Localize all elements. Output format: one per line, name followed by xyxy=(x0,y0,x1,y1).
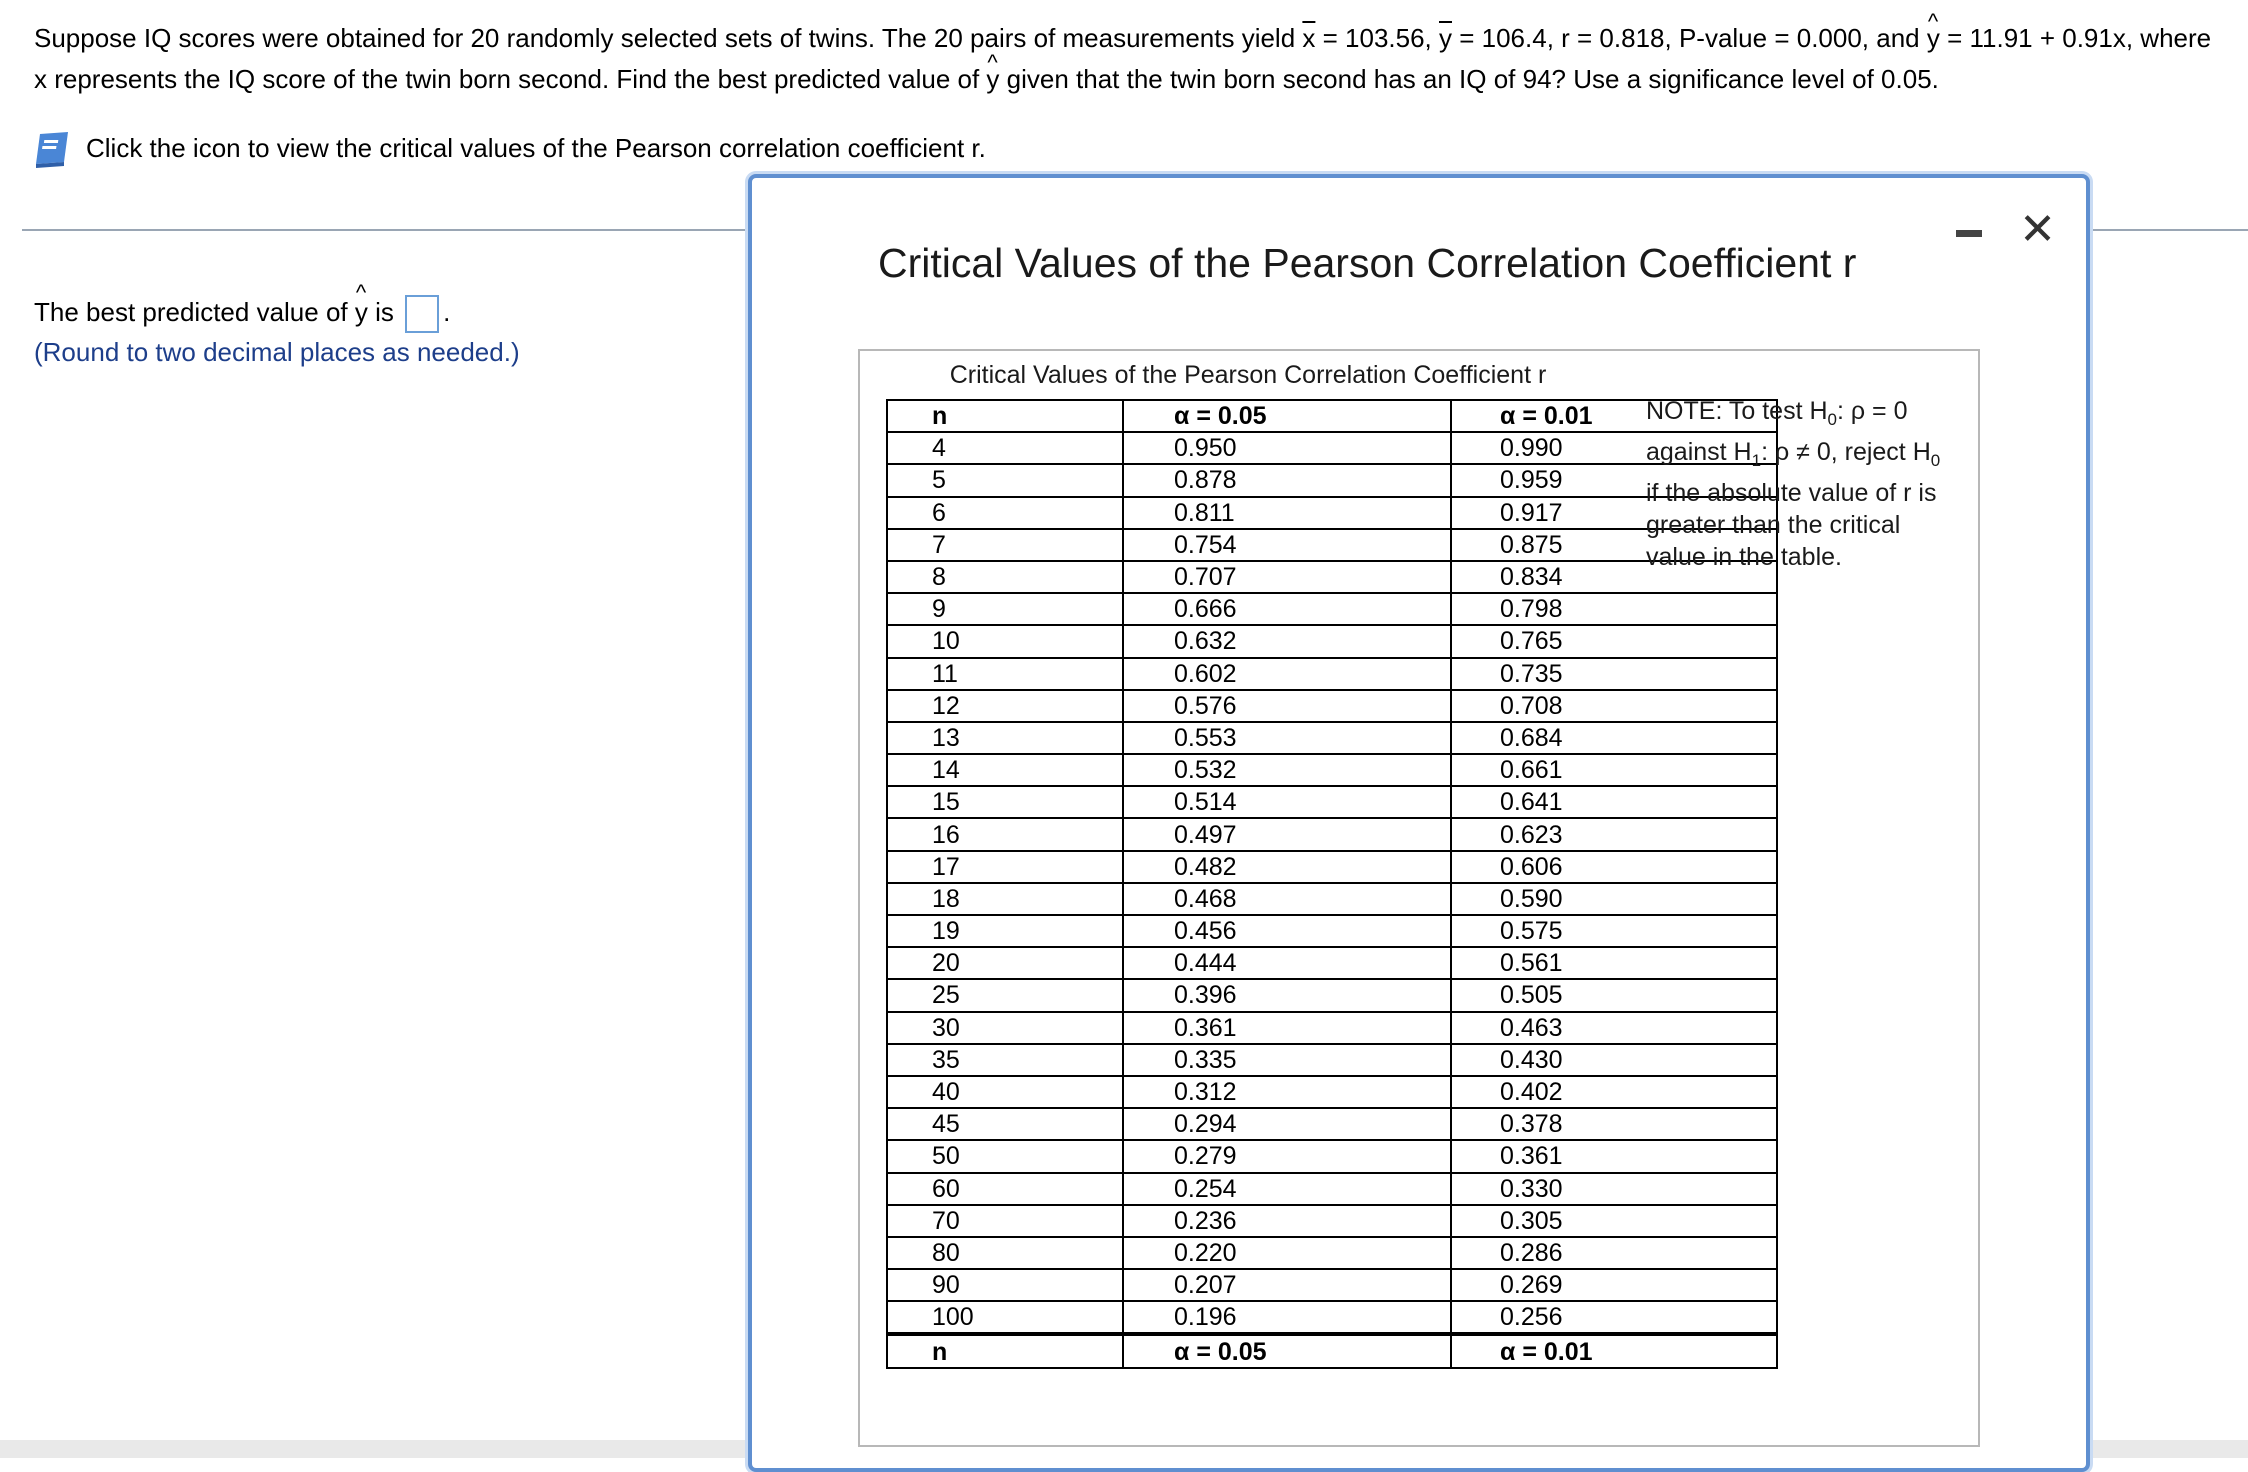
alpha-01-cell: 0.798 xyxy=(1451,593,1777,625)
note-text: : ρ = 0 xyxy=(1837,397,1908,425)
alpha-05-cell: 0.707 xyxy=(1123,561,1451,593)
n-cell: 80 xyxy=(887,1237,1123,1269)
alpha-01-cell: 0.286 xyxy=(1451,1237,1777,1269)
alpha-01-cell: 0.463 xyxy=(1451,1012,1777,1044)
alpha-05-cell: 0.444 xyxy=(1123,947,1451,979)
table-row xyxy=(887,658,1777,690)
note-text: against H xyxy=(1646,438,1752,466)
note-line-5: value in the table. xyxy=(1646,543,1842,571)
alpha-01-cell: 0.623 xyxy=(1451,818,1777,850)
table-row xyxy=(887,529,1777,561)
answer-line xyxy=(34,295,450,333)
table-caption: Critical Values of the Pearson Correlation Coefficient r xyxy=(949,361,1547,389)
alpha-01-cell: 0.590 xyxy=(1451,883,1777,915)
n-cell: 5 xyxy=(887,464,1123,496)
alpha-05-cell: 0.312 xyxy=(1123,1076,1451,1108)
alpha-01-cell: 0.402 xyxy=(1451,1076,1777,1108)
note-text: NOTE: To test H xyxy=(1646,397,1828,425)
minimize-button[interactable] xyxy=(1956,230,1982,237)
n-cell: 19 xyxy=(887,915,1123,947)
table-row xyxy=(887,818,1777,850)
alpha-01-cell: 0.256 xyxy=(1451,1301,1777,1334)
n-cell: 7 xyxy=(887,529,1123,561)
alpha-01-cell: 0.269 xyxy=(1451,1269,1777,1301)
alpha-05-cell: 0.207 xyxy=(1123,1269,1451,1301)
x-bar-symbol: $\overline{x}$ xyxy=(1302,23,1316,53)
n-cell: 8 xyxy=(887,561,1123,593)
table-row xyxy=(887,851,1777,883)
table-row xyxy=(887,1237,1777,1269)
table-row xyxy=(887,690,1777,722)
n-cell: 18 xyxy=(887,883,1123,915)
y-bar-value: = 106.4, r = 0.818, P-value = 0.000, and xyxy=(1452,23,1927,53)
n-cell: 6 xyxy=(887,497,1123,529)
alpha-05-cell: 0.279 xyxy=(1123,1140,1451,1172)
alpha-01-cell: 0.430 xyxy=(1451,1044,1777,1076)
alpha-01-cell: 0.990 xyxy=(1451,432,1777,464)
table-footer-row xyxy=(887,1334,1777,1367)
x-bar-value: = 103.56, xyxy=(1315,23,1439,53)
header-alpha-01: α = 0.01 xyxy=(1451,400,1777,432)
note-line-4: greater than the critical xyxy=(1646,511,1901,539)
alpha-05-cell: 0.482 xyxy=(1123,851,1451,883)
alpha-05-cell: 0.468 xyxy=(1123,883,1451,915)
n-cell: 50 xyxy=(887,1140,1123,1172)
table-row xyxy=(887,1269,1777,1301)
close-icon[interactable]: ✕ xyxy=(2019,205,2056,254)
alpha-01-cell: 0.561 xyxy=(1451,947,1777,979)
table-row xyxy=(887,464,1777,496)
critical-values-table xyxy=(886,399,1778,1369)
table-body xyxy=(887,432,1777,1334)
n-cell: 17 xyxy=(887,851,1123,883)
header-alpha-05: α = 0.05 xyxy=(1123,400,1451,432)
regression-equation: = 11.91 + 0.91x, where x represents the IQ score of the twin born second. Find the best predicted value of xyxy=(34,23,2212,94)
footer-alpha-05: α = 0.05 xyxy=(1123,1334,1451,1367)
alpha-05-cell: 0.396 xyxy=(1123,979,1451,1011)
book-icon[interactable] xyxy=(34,128,74,168)
note-line-3: if the absolute value of r is xyxy=(1646,479,1937,507)
table-row xyxy=(887,1108,1777,1140)
table-frame xyxy=(858,349,1980,1447)
alpha-01-cell: 0.959 xyxy=(1451,464,1777,496)
table-row xyxy=(887,561,1777,593)
alpha-05-cell: 0.335 xyxy=(1123,1044,1451,1076)
alpha-05-cell: 0.220 xyxy=(1123,1237,1451,1269)
table-row xyxy=(887,497,1777,529)
table-note xyxy=(1646,395,1966,573)
close-button[interactable] xyxy=(2019,205,2056,254)
note-sub: 1 xyxy=(1751,451,1762,470)
alpha-05-cell: 0.950 xyxy=(1123,432,1451,464)
alpha-01-cell: 0.330 xyxy=(1451,1173,1777,1205)
table-row xyxy=(887,625,1777,657)
alpha-05-cell: 0.754 xyxy=(1123,529,1451,561)
n-cell: 15 xyxy=(887,786,1123,818)
alpha-01-cell: 0.765 xyxy=(1451,625,1777,657)
alpha-01-cell: 0.361 xyxy=(1451,1140,1777,1172)
alpha-01-cell: 0.641 xyxy=(1451,786,1777,818)
problem-statement xyxy=(34,18,2224,100)
popup-title: Critical Values of the Pearson Correlation Coefficient r xyxy=(878,240,1857,286)
alpha-01-cell: 0.684 xyxy=(1451,722,1777,754)
problem-text-end: given that the twin born second has an IQ of 94? Use a significance level of 0.05. xyxy=(999,64,1939,94)
n-cell: 13 xyxy=(887,722,1123,754)
alpha-05-cell: 0.532 xyxy=(1123,754,1451,786)
table-row xyxy=(887,432,1777,464)
alpha-01-cell: 0.606 xyxy=(1451,851,1777,883)
y-hat-symbol-2: ^ y xyxy=(986,59,999,100)
header-n: n xyxy=(887,400,1123,432)
table-row xyxy=(887,786,1777,818)
n-cell: 90 xyxy=(887,1269,1123,1301)
alpha-01-cell: 0.575 xyxy=(1451,915,1777,947)
alpha-01-cell: 0.834 xyxy=(1451,561,1777,593)
y-bar-symbol: $\overline{y}$ xyxy=(1439,23,1452,53)
y-hat-symbol-answer: ^ y xyxy=(355,297,368,328)
alpha-01-cell: 0.917 xyxy=(1451,497,1777,529)
table-row xyxy=(887,1173,1777,1205)
problem-text: Suppose IQ scores were obtained for 20 randomly selected sets of twins. The 20 pairs of measurements yield xyxy=(34,23,1303,53)
table-header-row xyxy=(887,400,1777,432)
alpha-01-cell: 0.661 xyxy=(1451,754,1777,786)
critical-values-link-row xyxy=(34,128,986,168)
n-cell: 4 xyxy=(887,432,1123,464)
answer-prefix: The best predicted value of xyxy=(34,296,355,327)
n-cell: 30 xyxy=(887,1012,1123,1044)
n-cell: 35 xyxy=(887,1044,1123,1076)
rounding-note: (Round to two decimal places as needed.) xyxy=(34,337,520,367)
alpha-05-cell: 0.497 xyxy=(1123,818,1451,850)
alpha-05-cell: 0.456 xyxy=(1123,915,1451,947)
alpha-05-cell: 0.666 xyxy=(1123,593,1451,625)
n-cell: 20 xyxy=(887,947,1123,979)
alpha-05-cell: 0.576 xyxy=(1123,690,1451,722)
critical-values-link-text[interactable]: Click the icon to view the critical values of the Pearson correlation coefficient r. xyxy=(86,132,986,163)
note-line-1 xyxy=(1646,395,1966,436)
table-row xyxy=(887,947,1777,979)
answer-is: is xyxy=(367,296,394,327)
alpha-05-cell: 0.553 xyxy=(1123,722,1451,754)
n-cell: 9 xyxy=(887,593,1123,625)
footer-alpha-01: α = 0.01 xyxy=(1451,1334,1777,1367)
note-text: : ρ ≠ 0, reject H xyxy=(1761,438,1931,466)
alpha-05-cell: 0.632 xyxy=(1123,625,1451,657)
n-cell: 16 xyxy=(887,818,1123,850)
table-row xyxy=(887,915,1777,947)
alpha-05-cell: 0.236 xyxy=(1123,1205,1451,1237)
table-row xyxy=(887,722,1777,754)
table-row xyxy=(887,1301,1777,1334)
alpha-05-cell: 0.602 xyxy=(1123,658,1451,690)
n-cell: 45 xyxy=(887,1108,1123,1140)
note-line-2 xyxy=(1646,436,1966,477)
alpha-01-cell: 0.378 xyxy=(1451,1108,1777,1140)
n-cell: 40 xyxy=(887,1076,1123,1108)
n-cell: 25 xyxy=(887,979,1123,1011)
n-cell: 100 xyxy=(887,1301,1123,1334)
answer-input[interactable] xyxy=(405,295,439,333)
critical-values-popup xyxy=(748,174,2090,1472)
alpha-05-cell: 0.196 xyxy=(1123,1301,1451,1334)
y-hat-symbol: ^ y xyxy=(1927,18,1940,59)
alpha-05-cell: 0.878 xyxy=(1123,464,1451,496)
table-row xyxy=(887,979,1777,1011)
alpha-01-cell: 0.505 xyxy=(1451,979,1777,1011)
alpha-01-cell: 0.708 xyxy=(1451,690,1777,722)
alpha-05-cell: 0.514 xyxy=(1123,786,1451,818)
table-row xyxy=(887,883,1777,915)
table-row xyxy=(887,1012,1777,1044)
answer-period: . xyxy=(443,296,451,327)
n-cell: 60 xyxy=(887,1173,1123,1205)
table-row xyxy=(887,1205,1777,1237)
alpha-05-cell: 0.294 xyxy=(1123,1108,1451,1140)
n-cell: 12 xyxy=(887,690,1123,722)
note-sub: 0 xyxy=(1827,410,1837,429)
table-row xyxy=(887,593,1777,625)
table-row xyxy=(887,1140,1777,1172)
alpha-01-cell: 0.875 xyxy=(1451,529,1777,561)
alpha-01-cell: 0.305 xyxy=(1451,1205,1777,1237)
table-row xyxy=(887,1044,1777,1076)
table-row xyxy=(887,1076,1777,1108)
n-cell: 10 xyxy=(887,625,1123,657)
alpha-05-cell: 0.361 xyxy=(1123,1012,1451,1044)
alpha-01-cell: 0.735 xyxy=(1451,658,1777,690)
n-cell: 14 xyxy=(887,754,1123,786)
footer-n: n xyxy=(887,1334,1123,1367)
alpha-05-cell: 0.811 xyxy=(1123,497,1451,529)
note-sub: 0 xyxy=(1930,451,1941,470)
n-cell: 11 xyxy=(887,658,1123,690)
table-row xyxy=(887,754,1777,786)
n-cell: 70 xyxy=(887,1205,1123,1237)
alpha-05-cell: 0.254 xyxy=(1123,1173,1451,1205)
